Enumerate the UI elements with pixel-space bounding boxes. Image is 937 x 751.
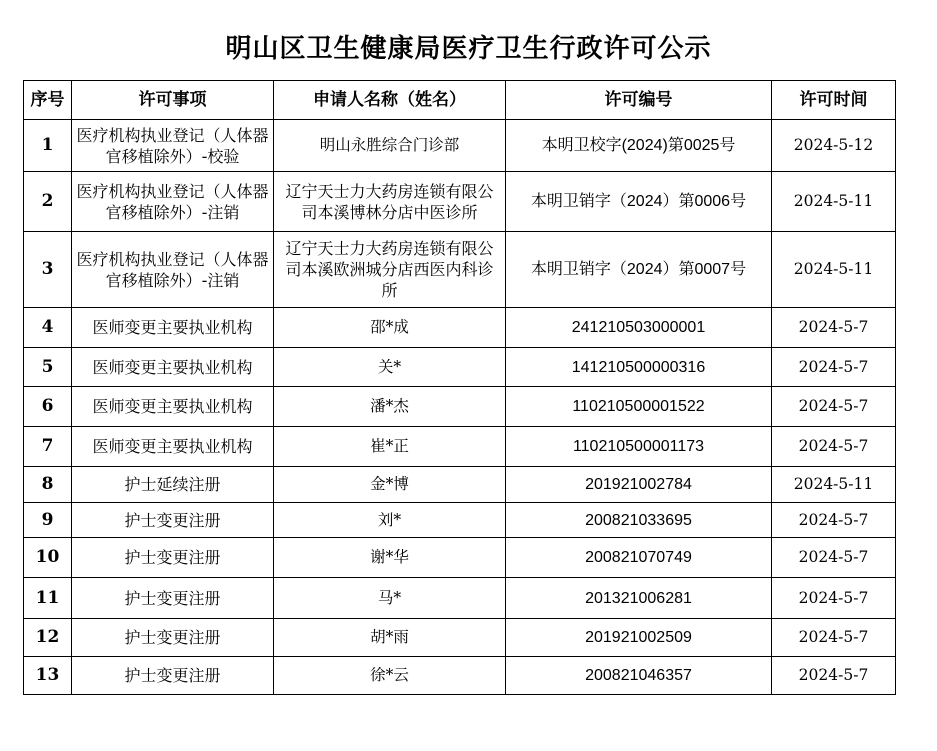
row-applicant: 辽宁天士力大药房连锁有限公司本溪欧洲城分店西医内科诊所 (274, 232, 506, 308)
row-no: 6 (24, 387, 72, 427)
row-license: 201921002509 (506, 619, 772, 657)
row-applicant: 明山永胜综合门诊部 (274, 120, 506, 172)
row-applicant: 金*博 (274, 467, 506, 503)
row-item: 医疗机构执业登记（人体器官移植除外）-注销 (72, 172, 274, 232)
header-date: 许可时间 (772, 81, 896, 120)
table-row (24, 387, 896, 427)
row-no: 4 (24, 308, 72, 348)
header-license: 许可编号 (506, 81, 772, 120)
row-date: 2024-5-11 (772, 172, 896, 232)
row-no: 3 (24, 232, 72, 308)
row-item: 医疗机构执业登记（人体器官移植除外）-校验 (72, 120, 274, 172)
header-no: 序号 (24, 81, 72, 120)
table-row (24, 427, 896, 467)
row-date: 2024-5-7 (772, 657, 896, 695)
row-applicant: 马* (274, 578, 506, 619)
row-date: 2024-5-7 (772, 308, 896, 348)
row-item: 护士变更注册 (72, 657, 274, 695)
row-date: 2024-5-7 (772, 619, 896, 657)
row-date: 2024-5-7 (772, 578, 896, 619)
table-row (24, 232, 896, 308)
table-row (24, 578, 896, 619)
row-no: 8 (24, 467, 72, 503)
table-row (24, 308, 896, 348)
row-no: 5 (24, 348, 72, 387)
row-no: 2 (24, 172, 72, 232)
page-title: 明山区卫生健康局医疗卫生行政许可公示 (225, 34, 712, 64)
table-row (24, 120, 896, 172)
row-license: 200821070749 (506, 538, 772, 578)
row-item: 医师变更主要执业机构 (72, 308, 274, 348)
row-no: 12 (24, 619, 72, 657)
row-applicant: 崔*正 (274, 427, 506, 467)
row-no: 7 (24, 427, 72, 467)
row-date: 2024-5-7 (772, 427, 896, 467)
row-applicant: 辽宁天士力大药房连锁有限公司本溪博林分店中医诊所 (274, 172, 506, 232)
row-license: 本明卫销字（2024）第0006号 (506, 172, 772, 232)
row-license: 110210500001173 (506, 427, 772, 467)
row-date: 2024-5-11 (772, 467, 896, 503)
row-item: 护士变更注册 (72, 538, 274, 578)
row-no: 9 (24, 503, 72, 538)
row-no: 10 (24, 538, 72, 578)
row-applicant: 邵*成 (274, 308, 506, 348)
row-date: 2024-5-7 (772, 348, 896, 387)
row-no: 1 (24, 120, 72, 172)
row-license: 141210500000316 (506, 348, 772, 387)
row-applicant: 徐*云 (274, 657, 506, 695)
row-item: 医疗机构执业登记（人体器官移植除外）-注销 (72, 232, 274, 308)
row-license: 200821046357 (506, 657, 772, 695)
row-item: 护士变更注册 (72, 503, 274, 538)
header-item: 许可事项 (72, 81, 274, 120)
row-license: 110210500001522 (506, 387, 772, 427)
row-item: 护士变更注册 (72, 619, 274, 657)
row-applicant: 关* (274, 348, 506, 387)
row-license: 201921002784 (506, 467, 772, 503)
table-row (24, 172, 896, 232)
row-item: 医师变更主要执业机构 (72, 427, 274, 467)
row-item: 护士延续注册 (72, 467, 274, 503)
row-date: 2024-5-11 (772, 232, 896, 308)
row-item: 医师变更主要执业机构 (72, 387, 274, 427)
row-applicant: 刘* (274, 503, 506, 538)
table-row (24, 538, 896, 578)
row-license: 本明卫销字（2024）第0007号 (506, 232, 772, 308)
header-applicant: 申请人名称（姓名） (274, 81, 506, 120)
row-license: 200821033695 (506, 503, 772, 538)
row-no: 11 (24, 578, 72, 619)
row-item: 护士变更注册 (72, 578, 274, 619)
table-row (24, 657, 896, 695)
row-date: 2024-5-7 (772, 387, 896, 427)
table-row (24, 503, 896, 538)
row-item: 医师变更主要执业机构 (72, 348, 274, 387)
table-row (24, 619, 896, 657)
row-applicant: 胡*雨 (274, 619, 506, 657)
table-row (24, 467, 896, 503)
permit-table (23, 80, 896, 695)
row-date: 2024-5-12 (772, 120, 896, 172)
row-applicant: 谢*华 (274, 538, 506, 578)
table-header-row (24, 81, 896, 120)
row-no: 13 (24, 657, 72, 695)
row-applicant: 潘*杰 (274, 387, 506, 427)
row-license: 241210503000001 (506, 308, 772, 348)
table-row (24, 348, 896, 387)
row-date: 2024-5-7 (772, 538, 896, 578)
row-license: 本明卫校字(2024)第0025号 (506, 120, 772, 172)
row-date: 2024-5-7 (772, 503, 896, 538)
row-license: 201321006281 (506, 578, 772, 619)
